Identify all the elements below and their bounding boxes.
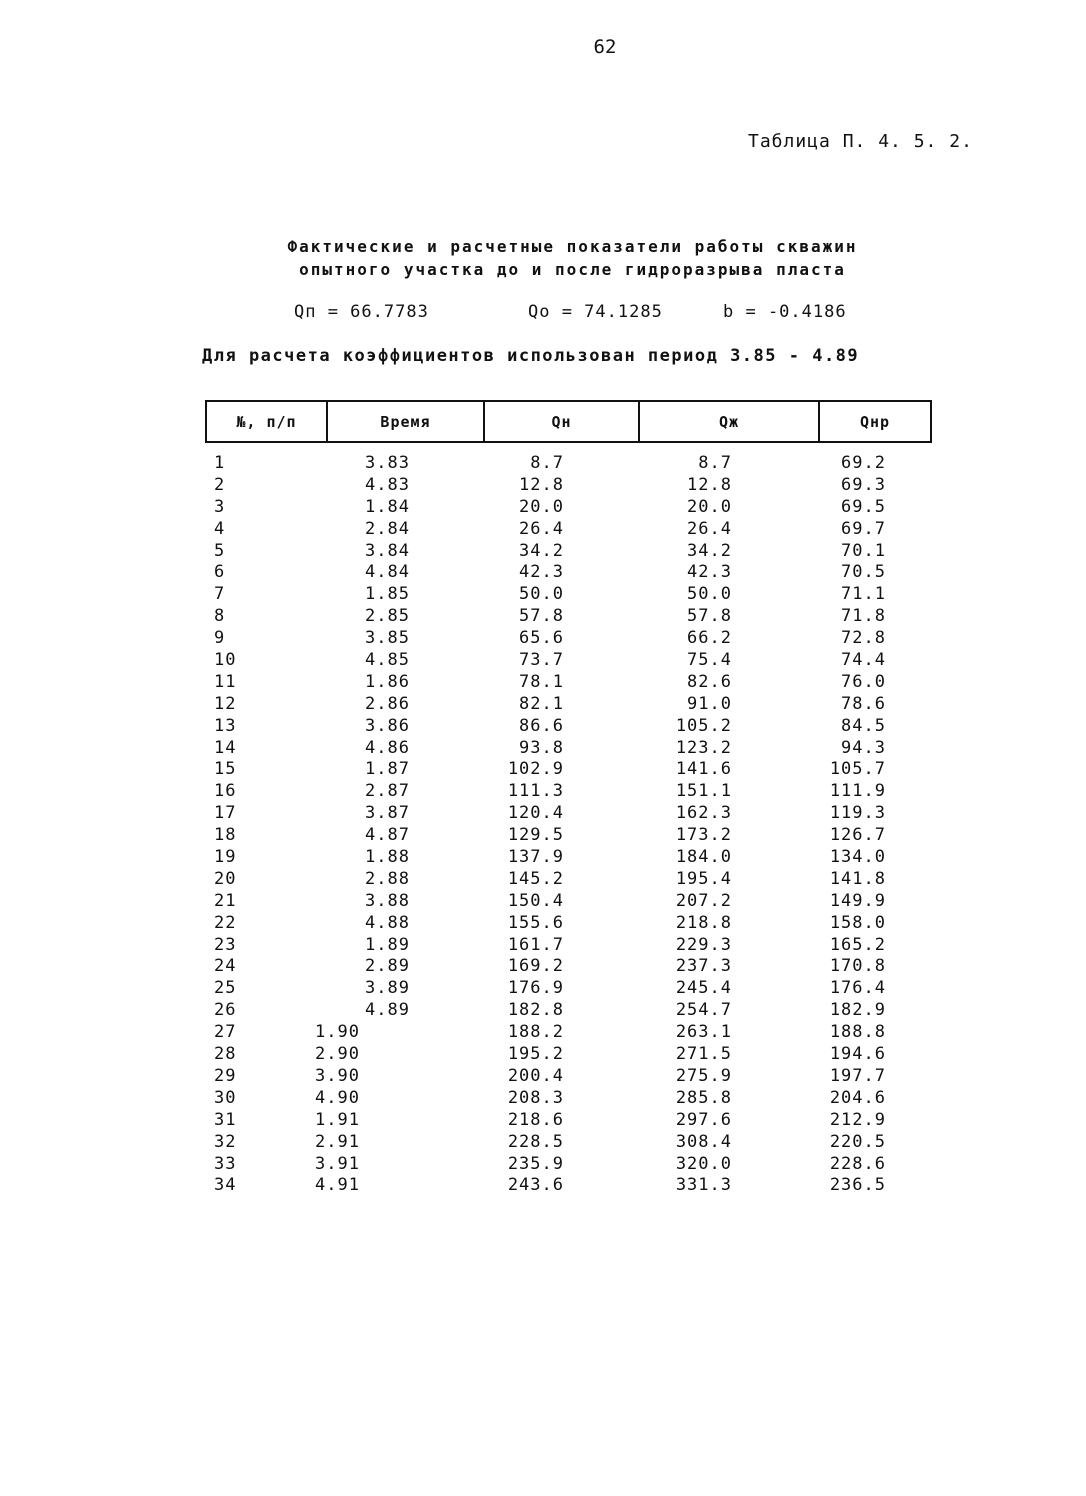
cell-qnr: 158.0 bbox=[829, 912, 886, 933]
table-row bbox=[0, 847, 1086, 869]
cell-time: 1.91 bbox=[315, 1109, 360, 1130]
cell-qn: 169.2 bbox=[507, 956, 564, 977]
cell-qn: 161.7 bbox=[507, 934, 564, 955]
cell-qzh: 173.2 bbox=[675, 825, 732, 846]
table-row bbox=[0, 453, 1086, 475]
table-row bbox=[0, 497, 1086, 519]
param-qn: Qп = 66.7783 bbox=[294, 302, 429, 322]
cell-num: 29 bbox=[214, 1065, 237, 1086]
cell-time: 3.87 bbox=[365, 803, 410, 824]
table-row bbox=[0, 781, 1086, 803]
cell-num: 16 bbox=[214, 781, 237, 802]
cell-time: 2.87 bbox=[365, 781, 410, 802]
table-row bbox=[0, 562, 1086, 584]
cell-qn: 182.8 bbox=[507, 1000, 564, 1021]
cell-qn: 243.6 bbox=[507, 1175, 564, 1196]
cell-num: 17 bbox=[214, 803, 237, 824]
cell-qn: 78.1 bbox=[519, 671, 564, 692]
table-row bbox=[0, 891, 1086, 913]
table-body bbox=[0, 453, 1086, 1197]
cell-qn: 20.0 bbox=[519, 496, 564, 517]
cell-qnr: 188.8 bbox=[829, 1022, 886, 1043]
cell-num: 33 bbox=[214, 1153, 237, 1174]
table-row bbox=[0, 1132, 1086, 1154]
cell-qn: 228.5 bbox=[507, 1131, 564, 1152]
cell-qnr: 69.2 bbox=[841, 453, 886, 473]
table-row bbox=[0, 1088, 1086, 1110]
cell-num: 27 bbox=[214, 1022, 237, 1043]
cell-time: 2.89 bbox=[365, 956, 410, 977]
cell-qn: 200.4 bbox=[507, 1065, 564, 1086]
table-row bbox=[0, 650, 1086, 672]
cell-qnr: 70.1 bbox=[841, 540, 886, 561]
cell-qzh: 195.4 bbox=[675, 868, 732, 889]
table-title-line-2: опытного участка до и после гидроразрыва пласта bbox=[299, 260, 846, 279]
table-row bbox=[0, 1066, 1086, 1088]
header-cell-num: №, п/п bbox=[236, 412, 297, 431]
cell-qnr: 170.8 bbox=[829, 956, 886, 977]
cell-num: 15 bbox=[214, 759, 237, 780]
table-row bbox=[0, 475, 1086, 497]
table-row bbox=[0, 825, 1086, 847]
cell-time: 3.91 bbox=[315, 1153, 360, 1174]
header-cell-time: Время bbox=[326, 402, 483, 441]
cell-num: 2 bbox=[214, 474, 226, 495]
cell-qn: 129.5 bbox=[507, 825, 564, 846]
cell-time: 2.91 bbox=[315, 1131, 360, 1152]
cell-qzh: 331.3 bbox=[675, 1175, 732, 1196]
cell-num: 28 bbox=[214, 1044, 237, 1065]
cell-qnr: 236.5 bbox=[829, 1175, 886, 1196]
table-row bbox=[0, 738, 1086, 760]
cell-num: 20 bbox=[214, 868, 237, 889]
cell-qn: 150.4 bbox=[507, 890, 564, 911]
cell-num: 32 bbox=[214, 1131, 237, 1152]
cell-time: 3.85 bbox=[365, 628, 410, 649]
cell-qzh: 91.0 bbox=[687, 693, 732, 714]
cell-qzh: 151.1 bbox=[675, 781, 732, 802]
param-qo: Qо = 74.1285 bbox=[528, 302, 663, 322]
cell-num: 4 bbox=[214, 518, 226, 539]
cell-num: 21 bbox=[214, 890, 237, 911]
cell-time: 3.84 bbox=[365, 540, 410, 561]
cell-qnr: 76.0 bbox=[841, 671, 886, 692]
cell-qn: 42.3 bbox=[519, 562, 564, 583]
table-label: Таблица П. 4. 5. 2. bbox=[748, 131, 973, 152]
cell-qn: 82.1 bbox=[519, 693, 564, 714]
cell-num: 34 bbox=[214, 1175, 237, 1196]
cell-qn: 145.2 bbox=[507, 868, 564, 889]
cell-time: 4.90 bbox=[315, 1087, 360, 1108]
cell-qnr: 141.8 bbox=[829, 868, 886, 889]
cell-qnr: 182.9 bbox=[829, 1000, 886, 1021]
table-row bbox=[0, 956, 1086, 978]
cell-qnr: 176.4 bbox=[829, 978, 886, 999]
cell-qzh: 254.7 bbox=[675, 1000, 732, 1021]
param-b: b = -0.4186 bbox=[723, 302, 847, 322]
cell-qn: 102.9 bbox=[507, 759, 564, 780]
table-row bbox=[0, 672, 1086, 694]
cell-time: 4.85 bbox=[365, 650, 410, 671]
cell-qn: 137.9 bbox=[507, 847, 564, 868]
cell-qzh: 229.3 bbox=[675, 934, 732, 955]
table-row bbox=[0, 913, 1086, 935]
cell-qzh: 218.8 bbox=[675, 912, 732, 933]
cell-qnr: 197.7 bbox=[829, 1065, 886, 1086]
cell-num: 6 bbox=[214, 562, 226, 583]
cell-qzh: 105.2 bbox=[675, 715, 732, 736]
cell-qzh: 123.2 bbox=[675, 737, 732, 758]
cell-time: 1.86 bbox=[365, 671, 410, 692]
cell-time: 1.87 bbox=[365, 759, 410, 780]
cell-num: 10 bbox=[214, 650, 237, 671]
cell-qnr: 111.9 bbox=[829, 781, 886, 802]
cell-num: 26 bbox=[214, 1000, 237, 1021]
table-row bbox=[0, 803, 1086, 825]
cell-qn: 235.9 bbox=[507, 1153, 564, 1174]
table-row bbox=[0, 1154, 1086, 1176]
cell-qzh: 26.4 bbox=[687, 518, 732, 539]
table-title-line-1: Фактические и расчетные показатели работы скважин bbox=[287, 237, 858, 256]
cell-qn: 120.4 bbox=[507, 803, 564, 824]
cell-time: 4.83 bbox=[365, 474, 410, 495]
cell-qnr: 228.6 bbox=[829, 1153, 886, 1174]
cell-qnr: 119.3 bbox=[829, 803, 886, 824]
cell-qnr: 212.9 bbox=[829, 1109, 886, 1130]
cell-num: 11 bbox=[214, 671, 237, 692]
cell-time: 2.90 bbox=[315, 1044, 360, 1065]
cell-num: 12 bbox=[214, 693, 237, 714]
cell-num: 31 bbox=[214, 1109, 237, 1130]
cell-qn: 176.9 bbox=[507, 978, 564, 999]
cell-qnr: 69.7 bbox=[841, 518, 886, 539]
cell-num: 7 bbox=[214, 584, 226, 605]
cell-qnr: 204.6 bbox=[829, 1087, 886, 1108]
cell-time: 2.84 bbox=[365, 518, 410, 539]
cell-qzh: 263.1 bbox=[675, 1022, 732, 1043]
cell-qnr: 70.5 bbox=[841, 562, 886, 583]
cell-time: 1.85 bbox=[365, 584, 410, 605]
cell-qnr: 71.8 bbox=[841, 606, 886, 627]
cell-time: 2.86 bbox=[365, 693, 410, 714]
cell-qnr: 94.3 bbox=[841, 737, 886, 758]
cell-qn: 57.8 bbox=[519, 606, 564, 627]
table-row bbox=[0, 628, 1086, 650]
cell-qzh: 207.2 bbox=[675, 890, 732, 911]
cell-time: 4.87 bbox=[365, 825, 410, 846]
cell-time: 4.89 bbox=[365, 1000, 410, 1021]
cell-num: 1 bbox=[214, 453, 226, 473]
table-row bbox=[0, 606, 1086, 628]
cell-time: 2.88 bbox=[365, 868, 410, 889]
cell-num: 19 bbox=[214, 847, 237, 868]
table-row bbox=[0, 1044, 1086, 1066]
header-cell-qn: Qн bbox=[483, 402, 638, 441]
cell-time: 1.84 bbox=[365, 496, 410, 517]
cell-time: 3.83 bbox=[365, 453, 410, 473]
cell-num: 5 bbox=[214, 540, 226, 561]
table-row bbox=[0, 759, 1086, 781]
cell-time: 3.90 bbox=[315, 1065, 360, 1086]
cell-qzh: 34.2 bbox=[687, 540, 732, 561]
table-row bbox=[0, 519, 1086, 541]
table-row bbox=[0, 1000, 1086, 1022]
cell-num: 13 bbox=[214, 715, 237, 736]
cell-qzh: 271.5 bbox=[675, 1044, 732, 1065]
cell-qzh: 285.8 bbox=[675, 1087, 732, 1108]
cell-qzh: 141.6 bbox=[675, 759, 732, 780]
cell-time: 1.89 bbox=[365, 934, 410, 955]
cell-qn: 195.2 bbox=[507, 1044, 564, 1065]
cell-qzh: 42.3 bbox=[687, 562, 732, 583]
cell-num: 8 bbox=[214, 606, 226, 627]
cell-time: 3.88 bbox=[365, 890, 410, 911]
cell-qn: 34.2 bbox=[519, 540, 564, 561]
cell-num: 24 bbox=[214, 956, 237, 977]
cell-qzh: 162.3 bbox=[675, 803, 732, 824]
cell-time: 4.84 bbox=[365, 562, 410, 583]
cell-qzh: 275.9 bbox=[675, 1065, 732, 1086]
cell-qn: 73.7 bbox=[519, 650, 564, 671]
table-row bbox=[0, 716, 1086, 738]
cell-qn: 155.6 bbox=[507, 912, 564, 933]
cell-qnr: 126.7 bbox=[829, 825, 886, 846]
cell-qzh: 75.4 bbox=[687, 650, 732, 671]
cell-qnr: 149.9 bbox=[829, 890, 886, 911]
table-row bbox=[0, 978, 1086, 1000]
cell-qn: 8.7 bbox=[530, 453, 564, 473]
cell-qzh: 8.7 bbox=[698, 453, 732, 473]
table-row bbox=[0, 584, 1086, 606]
cell-qzh: 245.4 bbox=[675, 978, 732, 999]
table-row bbox=[0, 1175, 1086, 1197]
cell-qn: 93.8 bbox=[519, 737, 564, 758]
cell-qzh: 57.8 bbox=[687, 606, 732, 627]
cell-num: 14 bbox=[214, 737, 237, 758]
table-row bbox=[0, 694, 1086, 716]
cell-qn: 12.8 bbox=[519, 474, 564, 495]
table-header bbox=[205, 400, 932, 443]
cell-qn: 86.6 bbox=[519, 715, 564, 736]
cell-num: 18 bbox=[214, 825, 237, 846]
cell-qn: 218.6 bbox=[507, 1109, 564, 1130]
cell-qnr: 105.7 bbox=[829, 759, 886, 780]
cell-qzh: 66.2 bbox=[687, 628, 732, 649]
cell-qnr: 220.5 bbox=[829, 1131, 886, 1152]
cell-qzh: 184.0 bbox=[675, 847, 732, 868]
cell-time: 2.85 bbox=[365, 606, 410, 627]
cell-qnr: 165.2 bbox=[829, 934, 886, 955]
cell-qzh: 12.8 bbox=[687, 474, 732, 495]
table-row bbox=[0, 869, 1086, 891]
period-note: Для расчета коэффициентов использован период 3.85 - 4.89 bbox=[202, 346, 860, 366]
table-row bbox=[0, 541, 1086, 563]
cell-num: 25 bbox=[214, 978, 237, 999]
cell-qnr: 71.1 bbox=[841, 584, 886, 605]
cell-qn: 188.2 bbox=[507, 1022, 564, 1043]
cell-qnr: 84.5 bbox=[841, 715, 886, 736]
page-number: 62 bbox=[593, 36, 617, 58]
cell-qn: 208.3 bbox=[507, 1087, 564, 1108]
cell-num: 23 bbox=[214, 934, 237, 955]
table-row bbox=[0, 935, 1086, 957]
table-row bbox=[0, 1022, 1086, 1044]
cell-qnr: 72.8 bbox=[841, 628, 886, 649]
cell-time: 3.86 bbox=[365, 715, 410, 736]
table-row bbox=[0, 1110, 1086, 1132]
cell-qnr: 69.5 bbox=[841, 496, 886, 517]
cell-num: 30 bbox=[214, 1087, 237, 1108]
cell-qn: 65.6 bbox=[519, 628, 564, 649]
cell-qzh: 308.4 bbox=[675, 1131, 732, 1152]
cell-qzh: 320.0 bbox=[675, 1153, 732, 1174]
cell-qzh: 82.6 bbox=[687, 671, 732, 692]
cell-qn: 50.0 bbox=[519, 584, 564, 605]
cell-time: 1.90 bbox=[315, 1022, 360, 1043]
cell-qnr: 78.6 bbox=[841, 693, 886, 714]
cell-qzh: 50.0 bbox=[687, 584, 732, 605]
cell-qnr: 74.4 bbox=[841, 650, 886, 671]
cell-time: 4.88 bbox=[365, 912, 410, 933]
header-cell-qnr: Qнр bbox=[818, 402, 930, 441]
cell-qzh: 297.6 bbox=[675, 1109, 732, 1130]
cell-time: 4.91 bbox=[315, 1175, 360, 1196]
cell-num: 9 bbox=[214, 628, 226, 649]
header-cell-qzh: Qж bbox=[638, 402, 818, 441]
cell-qnr: 69.3 bbox=[841, 474, 886, 495]
cell-qnr: 134.0 bbox=[829, 847, 886, 868]
cell-qzh: 20.0 bbox=[687, 496, 732, 517]
cell-time: 3.89 bbox=[365, 978, 410, 999]
cell-num: 3 bbox=[214, 496, 226, 517]
cell-num: 22 bbox=[214, 912, 237, 933]
cell-qzh: 237.3 bbox=[675, 956, 732, 977]
cell-qn: 26.4 bbox=[519, 518, 564, 539]
cell-time: 4.86 bbox=[365, 737, 410, 758]
cell-qnr: 194.6 bbox=[829, 1044, 886, 1065]
cell-qn: 111.3 bbox=[507, 781, 564, 802]
cell-time: 1.88 bbox=[365, 847, 410, 868]
